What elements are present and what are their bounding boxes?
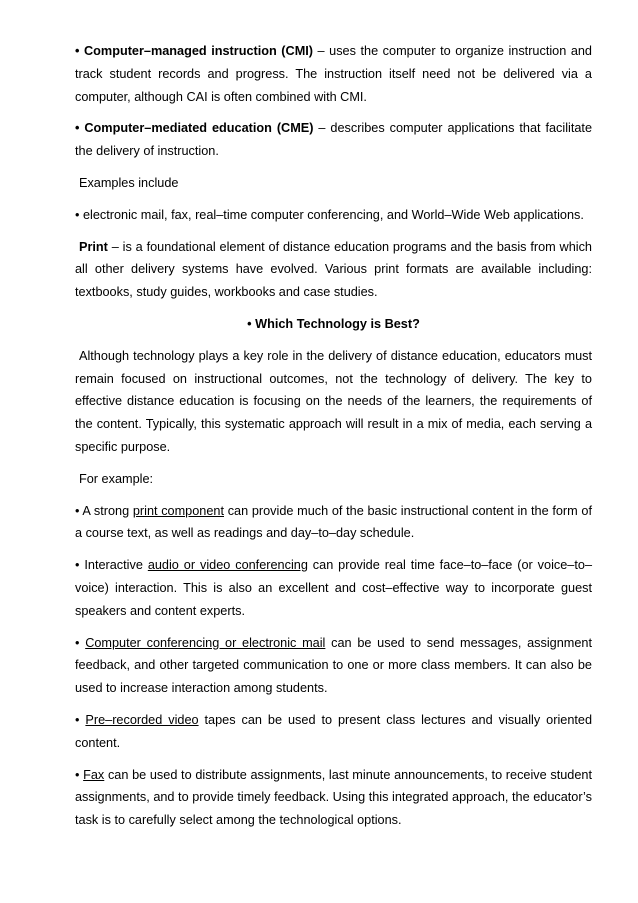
print-text: – is a foundational element of distance education programs and the basis from which all other delivery systems have evolved. Various print formats are available including: textbooks, study guides, workbooks and case studies. <box>75 239 592 300</box>
cmi-term-text: Computer–managed instruction (CMI) <box>84 44 314 58</box>
cme-term-text: Computer–mediated education (CME) <box>84 121 314 136</box>
fax-item <box>75 764 592 832</box>
although-paragraph: Although technology plays a key role in the delivery of distance education, educators must remain focused on instructional outcomes, not the technology of delivery. The key to effective distance education is focusing on the needs of the learners, the requirements of the content. Typically, this systematic approach will result in a mix of media, each serving a specific purpose. <box>75 348 592 454</box>
bullet: • <box>75 44 80 58</box>
print-term: Print <box>79 239 108 254</box>
print-paragraph <box>75 236 592 304</box>
cmi-term <box>75 44 313 58</box>
for-example-label: For example: <box>79 471 154 486</box>
fax-pre: • <box>75 767 84 782</box>
audio-video-item <box>75 554 592 622</box>
fax-link: Fax <box>83 767 105 782</box>
document-page <box>75 40 592 841</box>
computer-conferencing-link: Computer conferencing or electronic mail <box>85 635 326 650</box>
print-component-link: print component <box>132 503 224 518</box>
pre-recorded-video-item <box>75 709 592 755</box>
print-component-pre: • A strong <box>75 503 133 518</box>
pre-recorded-video-post: tapes can be used to present class lectures and visually oriented content. <box>75 712 593 750</box>
audio-video-pre: • Interactive <box>75 558 148 573</box>
bullet: • <box>75 121 80 136</box>
audio-video-link: audio or video conferencing <box>147 558 308 573</box>
cmi-paragraph <box>75 40 592 108</box>
computer-conferencing-post: can be used to send messages, assignment feedback, and other targeted communication to one or more class members. It can also be used to increase interaction among students. <box>75 635 592 696</box>
print-component-post: can provide much of the basic instructional content in the form of a course text, as well as readings and day–to–day schedule. <box>75 503 592 541</box>
cme-term <box>75 121 313 135</box>
examples-intro: Examples include <box>79 175 179 190</box>
computer-conferencing-item <box>75 632 592 700</box>
section-heading-text: • Which Technology is Best? <box>247 316 420 331</box>
cmi-text: – uses the computer to organize instruction and track student records and progress. The instruction itself need not be delivered via a computer, although CAI is often combined with CMI. <box>75 44 592 104</box>
cme-text: – describes computer applications that facilitate the delivery of instruction. <box>75 121 593 159</box>
print-component-item <box>75 500 592 546</box>
examples-list: • electronic mail, fax, real–time computer conferencing, and World–Wide Web applications. <box>75 207 584 222</box>
pre-recorded-video-pre: • <box>75 712 86 727</box>
section-heading <box>75 313 592 336</box>
computer-conferencing-pre: • <box>75 635 86 650</box>
pre-recorded-video-link: Pre–recorded video <box>85 712 199 727</box>
audio-video-post: can provide real time face–to–face (or voice–to–voice) interaction. This is also an excellent and cost–effective way to incorporate guest speakers and content experts. <box>75 558 592 618</box>
fax-post: can be used to distribute assignments, last minute announcements, to receive student assignments, and to provide timely feedback. Using this integrated approach, the educator’s task is to carefully select among the technological options. <box>75 767 592 828</box>
cme-paragraph <box>75 117 592 163</box>
